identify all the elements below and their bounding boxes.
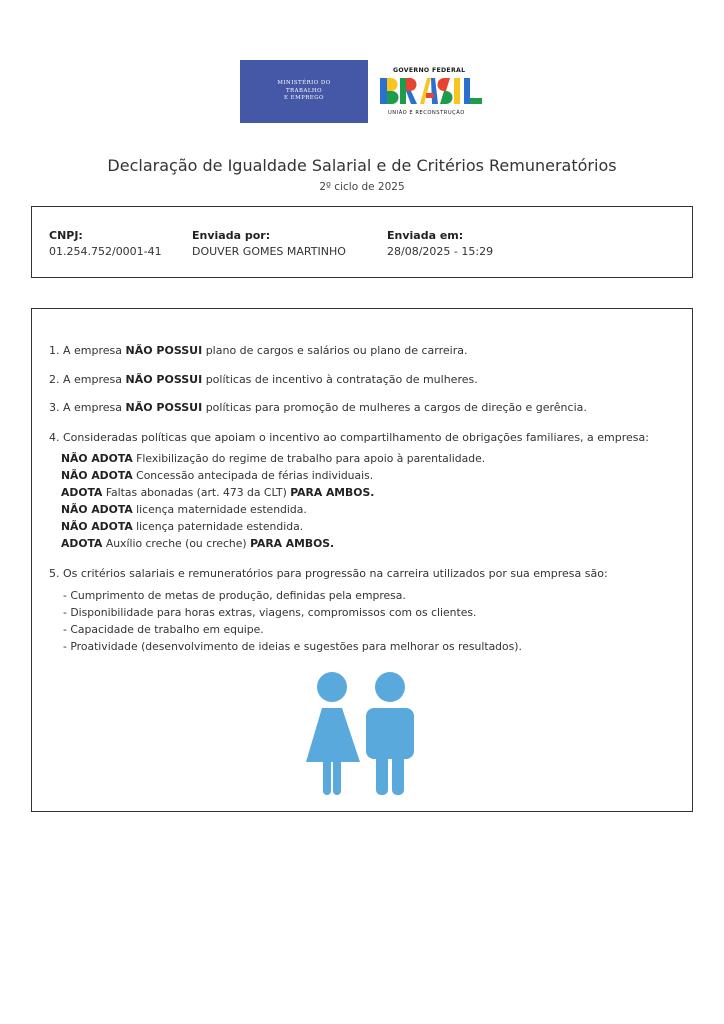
policy-item	[61, 469, 373, 482]
item-status: NÃO POSSUI	[125, 373, 203, 386]
policy-text: Flexibilização do regime de trabalho para apoio à parentalidade.	[132, 452, 486, 465]
criteria-item: - Cumprimento de metas de produção, definidas pela empresa.	[63, 589, 406, 602]
cnpj-block	[49, 229, 162, 258]
policy-suffix: PARA AMBOS.	[290, 486, 375, 499]
policy-item	[61, 486, 374, 499]
policy-status: ADOTA	[61, 486, 103, 499]
document-subtitle: 2º ciclo de 2025	[319, 181, 405, 193]
sender-value: DOUVER GOMES MARTINHO	[192, 245, 346, 258]
item-text: 1. A empresa	[49, 344, 126, 357]
date-label: Enviada em:	[387, 229, 464, 242]
policy-text: Faltas abonadas (art. 473 da CLT)	[102, 486, 291, 499]
policy-item	[61, 503, 307, 516]
policy-status: NÃO ADOTA	[61, 452, 133, 465]
item-promocao-mulheres	[49, 401, 587, 414]
date-block	[387, 229, 493, 258]
submission-info-box	[31, 206, 693, 278]
item-status: NÃO POSSUI	[125, 401, 203, 414]
policy-text: licença paternidade estendida.	[132, 520, 304, 533]
criteria-item: - Disponibilidade para horas extras, viagens, compromissos com os clientes.	[63, 606, 477, 619]
governo-federal-logo	[380, 64, 490, 120]
sender-label: Enviada por:	[192, 229, 271, 242]
ministry-logo-line2: TRABALHO	[285, 87, 323, 94]
item-text: políticas para promoção de mulheres a cargos de direção e gerência.	[202, 401, 587, 414]
policy-text: Auxílio creche (ou creche)	[102, 537, 251, 550]
criteria-item: - Proatividade (desenvolvimento de ideias e sugestões para melhorar os resultados).	[63, 640, 522, 653]
policy-suffix: PARA AMBOS.	[250, 537, 335, 550]
cnpj-value: 01.254.752/0001-41	[49, 245, 162, 258]
ministry-logo	[240, 60, 368, 123]
woman-man-icon	[304, 671, 416, 799]
item-contratacao-mulheres	[49, 373, 478, 386]
declaration-box	[31, 308, 693, 812]
ministry-logo-line3: E EMPREGO	[284, 95, 324, 102]
policy-status: NÃO ADOTA	[61, 520, 133, 533]
criteria-item: - Capacidade de trabalho em equipe.	[63, 623, 264, 636]
item-status: NÃO POSSUI	[125, 344, 203, 357]
item-obrigacoes-familiares: 4. Consideradas políticas que apoiam o incentivo ao compartilhamento de obrigações familiares, a empresa:	[49, 431, 649, 444]
gov-logo-bottom-text: UNIÃO E RECONSTRUÇÃO	[388, 110, 465, 116]
policy-status: NÃO ADOTA	[61, 503, 133, 516]
sender-block	[192, 229, 346, 258]
date-value: 28/08/2025 - 15:29	[387, 245, 494, 258]
item-text: 3. A empresa	[49, 401, 126, 414]
policy-status: NÃO ADOTA	[61, 469, 133, 482]
item-criterios-salariais: 5. Os critérios salariais e remuneratórios para progressão na carreira utilizados por sua empresa são:	[49, 567, 608, 580]
policy-text: Concessão antecipada de férias individuais.	[132, 469, 374, 482]
document-title: Declaração de Igualdade Salarial e de Critérios Remuneratórios	[107, 156, 617, 175]
ministry-logo-line1: MINISTÉRIO DO	[277, 80, 331, 87]
policy-item	[61, 520, 303, 533]
brasil-wordmark-icon	[380, 76, 484, 106]
item-text: 2. A empresa	[49, 373, 126, 386]
policy-text: licença maternidade estendida.	[132, 503, 307, 516]
policy-item	[61, 537, 334, 550]
header-logos	[240, 60, 490, 124]
gov-logo-top-text: GOVERNO FEDERAL	[393, 67, 466, 74]
item-plano-cargos	[49, 344, 467, 357]
item-text: plano de cargos e salários ou plano de carreira.	[202, 344, 468, 357]
policy-item	[61, 452, 485, 465]
item-text: políticas de incentivo à contratação de mulheres.	[202, 373, 478, 386]
cnpj-label: CNPJ:	[49, 229, 83, 242]
policy-status: ADOTA	[61, 537, 103, 550]
